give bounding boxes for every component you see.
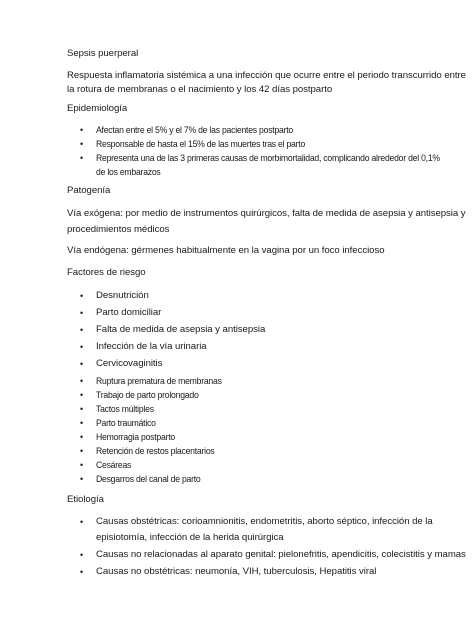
epi-item-1: Afectan entre el 5% y el 7% de las pacientes postparto (96, 125, 294, 135)
factor-item-9: Parto traumático (96, 418, 156, 428)
bullet-icon: • (80, 390, 84, 400)
bullet-icon: • (80, 342, 84, 352)
factor-item-13: Desgarros del canal de parto (96, 474, 201, 484)
bullet-icon: • (80, 404, 84, 414)
patogenia-exogena-line-2: procedimientos médicos (67, 224, 170, 235)
heading-epidemiologia: Epidemiología (67, 103, 128, 114)
factor-item-4: Infección de la vía urinaria (96, 341, 207, 352)
heading-factores: Factores de riesgo (67, 267, 146, 278)
factor-item-1: Desnutrición (96, 290, 149, 301)
patogenia-exogena-line-1: Vía exógena: por medio de instrumentos quirúrgicos, falta de medida de asepsia y antisepsia y (67, 208, 466, 219)
bullet-icon: • (80, 153, 84, 163)
etiologia-item-2: Causas no relacionadas al aparato genital: pielonefritis, apendicitis, colecistitis y mamas (96, 549, 466, 560)
bullet-icon: • (80, 291, 84, 301)
bullet-icon: • (80, 376, 84, 386)
factor-item-5: Cervicovaginitis (96, 358, 163, 369)
bullet-icon: • (80, 325, 84, 335)
factor-item-8: Tactos múltiples (96, 404, 154, 414)
definition-line-2: la rotura de membranas o el nacimiento y los 42 días postparto (67, 84, 333, 95)
factor-item-12: Cesáreas (96, 460, 132, 470)
bullet-icon: • (80, 460, 84, 470)
definition-line-1: Respuesta inflamatoria sistémica a una infección que ocurre entre el periodo transcurrido entre (67, 70, 466, 81)
bullet-icon: • (80, 567, 84, 577)
factor-item-2: Parto domiciliar (96, 307, 162, 318)
epi-item-3-line-2: de los embarazos (96, 167, 161, 177)
factor-item-10: Hemorragia postparto (96, 432, 175, 442)
epi-item-2: Responsable de hasta el 15% de las muertes tras el parto (96, 139, 306, 149)
heading-patogenia: Patogenía (67, 185, 111, 196)
bullet-icon: • (80, 139, 84, 149)
heading-etiologia: Etiología (67, 494, 104, 505)
bullet-icon: • (80, 418, 84, 428)
bullet-icon: • (80, 517, 84, 527)
factor-item-7: Trabajo de parto prolongado (96, 390, 199, 400)
factor-item-6: Ruptura prematura de membranas (96, 376, 222, 386)
bullet-icon: • (80, 432, 84, 442)
etiologia-item-1-line-1: Causas obstétricas: corioamnionitis, endometritis, aborto séptico, infección de la (96, 516, 433, 527)
epi-item-3-line-1: Representa una de las 3 primeras causas de morbimortalidad, complicando alrededor del 0,1% (96, 153, 440, 163)
bullet-icon: • (80, 446, 84, 456)
bullet-icon: • (80, 359, 84, 369)
factor-item-11: Retención de restos placentarios (96, 446, 215, 456)
etiologia-item-3: Causas no obstétricas: neumonía, VIH, tuberculosis, Hepatitis viral (96, 566, 377, 577)
etiologia-item-1-line-2: episiotomía, infección de la herida quirúrgica (96, 532, 284, 543)
document-title: Sepsis puerperal (67, 48, 139, 59)
bullet-icon: • (80, 550, 84, 560)
bullet-icon: • (80, 125, 84, 135)
bullet-icon: • (80, 308, 84, 318)
factor-item-3: Falta de medida de asepsia y antisepsia (96, 324, 266, 335)
patogenia-endogena: Vía endógena: gérmenes habitualmente en la vagina por un foco infeccioso (67, 245, 385, 256)
bullet-icon: • (80, 474, 84, 484)
